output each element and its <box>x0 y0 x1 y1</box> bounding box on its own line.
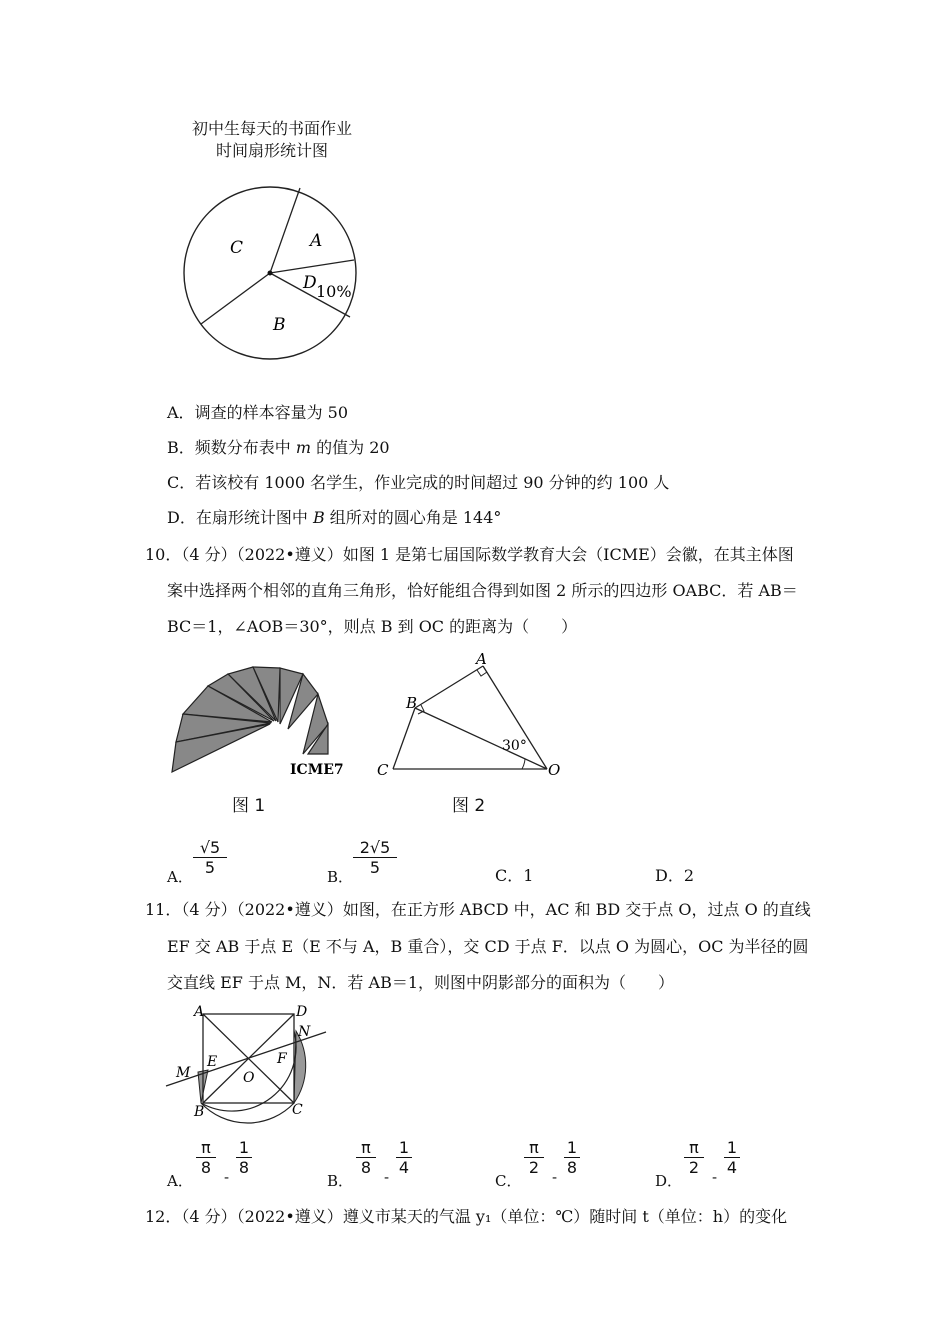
q11-option-a-frac1: $\frac{\pi}{8}$ <box>196 1138 216 1177</box>
q11-option-d-letter: D． <box>655 1172 683 1190</box>
q10-meta: （4 分）（2022•遵义） <box>181 545 343 564</box>
q9-option-d: D．在扇形统计图中 B 组所对的圆心角是 144° <box>167 508 502 527</box>
q11-option-d-op: - <box>712 1168 718 1186</box>
q11-figure <box>160 1000 335 1125</box>
frac-numerator: 2√5 <box>359 838 391 857</box>
q12-number: 12． <box>145 1207 182 1226</box>
q11-label-f: F <box>277 1051 287 1067</box>
q11-label-a: A <box>194 1004 205 1020</box>
frac-denominator: 5 <box>193 857 227 877</box>
q10-figure2 <box>370 648 570 783</box>
q11-option-c-frac1: $\frac{\pi}{2}$ <box>524 1138 544 1177</box>
q12-line1: 12．（4 分）（2022•遵义）遵义市某天的气温 y₁（单位：℃）随时间 t（单位：h）的变化 <box>145 1207 788 1226</box>
q11-option-c-letter: C． <box>495 1172 522 1190</box>
q10-number: 10． <box>145 545 182 564</box>
q11-line1: 11．（4 分）（2022•遵义）如图，在正方形 ABCD 中，AC 和 BD 交于点 O，过点 O 的直线 <box>145 900 811 919</box>
q11-label-n: N <box>298 1024 311 1040</box>
q10-option-d: D．2 <box>655 866 695 885</box>
pie-title-line1: 初中生每天的书面作业 <box>191 119 352 138</box>
q11-option-b-letter: B． <box>327 1172 354 1190</box>
pie-label-a: A <box>310 231 323 251</box>
fig2-label-o: O <box>548 761 561 779</box>
fig2-label-b: B <box>406 694 418 712</box>
q11-option-b-frac1: $\frac{\pi}{8}$ <box>356 1138 376 1177</box>
q11-label-m: M <box>176 1065 191 1081</box>
q11-option-a-letter: A． <box>167 1172 193 1190</box>
pie-title-line2: 时间扇形统计图 <box>215 141 328 160</box>
q11-label-e: E <box>207 1054 218 1070</box>
q11-option-a-frac2: $\frac{1}{8}$ <box>236 1138 252 1177</box>
q11-line2: EF 交 AB 于点 E（E 不与 A，B 重合），交 CD 于点 F．以点 O 为圆心，OC 为半径的圆 <box>167 937 809 956</box>
q12-meta: （4 分）（2022•遵义） <box>181 1207 343 1226</box>
fig2-label-a: A <box>476 650 487 668</box>
pie-label-d-percent: 10% <box>316 282 352 301</box>
q10-line1: 10．（4 分）（2022•遵义）如图 1 是第七届国际数学教育大会（ICME）会徽，在其主体图 <box>145 545 794 564</box>
pie-chart <box>170 180 370 380</box>
q11-option-c-frac2: $\frac{1}{8}$ <box>564 1138 580 1177</box>
q10-line2: 案中选择两个相邻的直角三角形，恰好能组合得到如图 2 所示的四边形 OABC．若 AB＝ <box>167 581 798 600</box>
q10-figure1-caption: 图 1 <box>232 796 266 816</box>
q10-line3: BC＝1，∠AOB＝30°，则点 B 到 OC 的距离为（ ） <box>167 617 578 636</box>
q11-option-a-op: - <box>224 1168 230 1186</box>
q10-option-b-fraction <box>353 838 397 877</box>
q10-option-a-letter: A． <box>167 868 193 886</box>
pie-label-b: B <box>273 315 286 335</box>
pie-divider-bc <box>201 273 270 324</box>
q9-option-b: B．频数分布表中 m 的值为 20 <box>167 438 390 457</box>
fig2-angle-label: 30° <box>502 738 527 754</box>
pie-divider-ad <box>270 260 354 273</box>
q11-option-d-frac2: $\frac{1}{4}$ <box>724 1138 740 1177</box>
q11-label-d: D <box>296 1004 308 1020</box>
pie-label-c: C <box>230 238 244 258</box>
q11-option-d-frac1: $\frac{\pi}{2}$ <box>684 1138 704 1177</box>
frac-denominator: 5 <box>353 857 397 877</box>
q10-figure2-caption: 图 2 <box>452 796 486 816</box>
q9-option-c: C．若该校有 1000 名学生，作业完成的时间超过 90 分钟的约 100 人 <box>167 473 670 492</box>
q9-option-a: A．调查的样本容量为 50 <box>167 403 349 422</box>
q11-option-b-op: - <box>384 1168 390 1186</box>
q10-figure1-logo <box>168 664 348 784</box>
icme7-label: ICME7 <box>290 762 344 778</box>
q11-number: 11． <box>145 900 182 919</box>
fig2-label-c: C <box>377 761 389 779</box>
q11-label-o: O <box>243 1070 255 1086</box>
q10-option-c: C．1 <box>495 866 534 885</box>
q11-label-c: C <box>292 1102 303 1118</box>
q11-line3: 交直线 EF 于点 M，N．若 AB＝1，则图中阴影部分的面积为（ ） <box>167 973 675 992</box>
pie-label-d: D <box>303 273 317 293</box>
q11-label-b: B <box>194 1104 205 1120</box>
q10-option-a-fraction <box>193 838 227 877</box>
q11-option-b-frac2: $\frac{1}{4}$ <box>396 1138 412 1177</box>
q11-meta: （4 分）（2022•遵义） <box>181 900 343 919</box>
frac-numerator: √5 <box>199 838 221 857</box>
pie-divider-ac <box>270 188 300 273</box>
q11-option-c-op: - <box>552 1168 558 1186</box>
pie-center <box>268 271 273 276</box>
q10-option-b-letter: B． <box>327 868 354 886</box>
